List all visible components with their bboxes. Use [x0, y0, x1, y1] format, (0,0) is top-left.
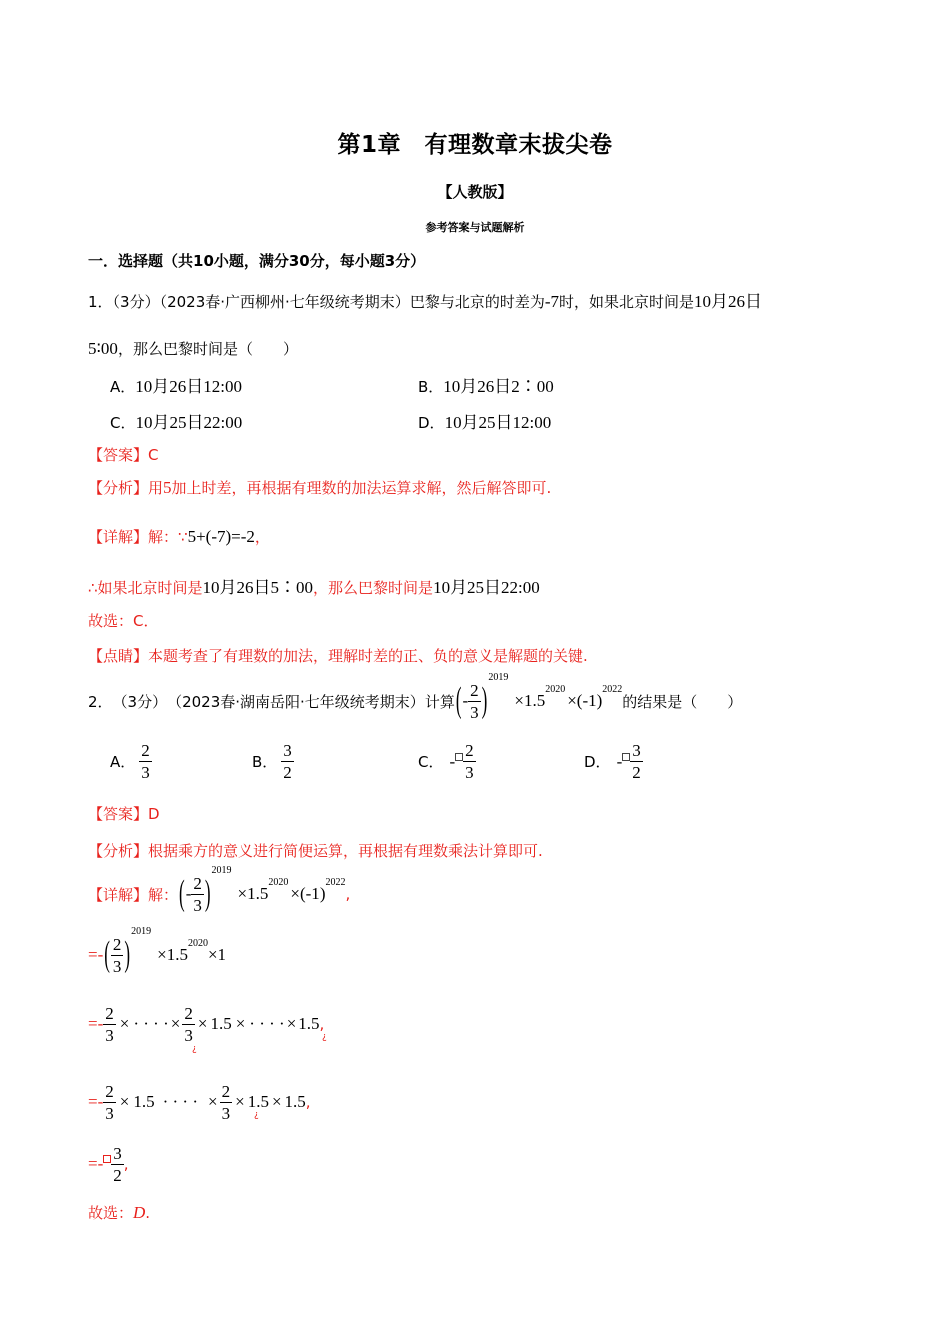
q1-detail-expr: 5+(-7)=-2 — [187, 527, 255, 546]
answer-tag: 【答案】 — [88, 446, 149, 464]
answer-tag: 【答案】 — [88, 805, 149, 823]
q1-option-c: C．10月25日22:00 — [110, 413, 243, 432]
q1-option-b: B．10月26日2∶00 — [418, 377, 554, 396]
inverted-question-mark: ¿ — [192, 1044, 197, 1054]
q2-step-3: =- $\frac{2}{3}$ × · · · · × $\frac{2}{3}$ × 1.5 × · · · · × 1.5 , — [88, 1003, 325, 1045]
q2-option-c: C． - $\frac{2}{3}$ — [418, 741, 474, 782]
q2-score: （3分） — [112, 692, 168, 711]
q1-number: 1． — [88, 293, 113, 311]
q1-stem-text2: 时，如果北京时间是 — [559, 293, 695, 311]
q2-analysis: 【分析】根据乘方的意义进行简便运算，再根据有理数乘法计算即可. — [88, 842, 543, 860]
detail-tag: 【详解】 — [88, 528, 149, 546]
q1-answer: 【答案】C — [88, 446, 159, 464]
q1-stem-text: 巴黎与北京的时差为 — [409, 293, 545, 311]
missing-glyph-icon — [455, 753, 463, 761]
q1-score: （3分） — [112, 293, 160, 311]
q1-date: 10月26日 — [694, 292, 763, 311]
missing-glyph-icon — [103, 1155, 111, 1163]
q2-fraction: $\frac{2}{3}$ — [470, 680, 479, 722]
comment-tag: 【点睛】 — [88, 647, 149, 665]
q1-comment: 【点睛】本题考查了有理数的加法，理解时差的正、负的意义是解题的关键. — [88, 647, 588, 665]
q1-analysis: 【分析】用5加上时差，再根据有理数的加法运算求解，然后解答即可. — [88, 478, 552, 497]
q2-step-4: =- $\frac{2}{3}$ × 1.5 · · · · × $\frac{2}{3}$ × 1.5 × 1.5 , — [88, 1081, 311, 1123]
answer-subtitle: 参考答案与试题解析 — [425, 221, 525, 234]
q1-stem-line2 — [88, 338, 298, 359]
q2-choice: 故选：D. — [88, 1203, 151, 1222]
q1-time-diff: -7 — [544, 292, 559, 311]
inverted-question-mark: ¿ — [254, 1110, 259, 1120]
q2-option-b: B． $\frac{3}{2}$ — [252, 741, 292, 782]
missing-glyph-icon — [622, 753, 630, 761]
inverted-question-mark: ¿ — [322, 1032, 327, 1042]
q2-step-5: =- $\frac{3}{2}$ , — [88, 1143, 129, 1185]
analysis-tag: 【分析】 — [88, 842, 149, 860]
q2-step-2: =- ( $\frac{2}{3}$ ) 2019 × 1.5 2020 ×1 — [88, 925, 227, 976]
q1-therefore: ∴如果北京时间是10月26日5∶00，那么巴黎时间是10月25日22:00 — [88, 578, 540, 597]
q2-answer: 【答案】D — [88, 805, 160, 823]
q2-number: 2． — [88, 692, 113, 711]
q1-option-a: A．10月26日12:00 — [110, 377, 242, 396]
q2-detail: 【详解】 解： ( - $\frac{2}{3}$ ) 2019 × 1.5 2020 ×( -1 ) 2022 , — [88, 864, 351, 915]
q2-option-a: A． $\frac{2}{3}$ — [110, 741, 150, 782]
q2-source: （2023春·湖南岳阳·七年级统考期末） — [167, 692, 425, 711]
q1-stem-line1 — [88, 287, 762, 312]
q2-option-d: D． - $\frac{3}{2}$ — [584, 741, 641, 782]
document-title: 第1章 有理数章末拔尖卷 — [337, 132, 613, 158]
q1-source: （2023春·广西柳州·七年级统考期末） — [159, 293, 410, 311]
analysis-tag: 【分析】 — [88, 479, 149, 497]
edition-label: 【人教版】 — [437, 183, 513, 201]
q1-stem-text3: ，那么巴黎时间是（ ） — [117, 340, 298, 358]
q2-stem: 2． （3分） （2023春·湖南岳阳·七年级统考期末） 计算 ( - $\frac{2}{3}$ ) 2019 × 1.5 2020 ×( -1 ) 2022 的结果是（ ） — [88, 671, 743, 722]
detail-tag: 【详解】 — [88, 885, 149, 904]
q1-time: 5∶00 — [88, 339, 118, 358]
q1-choice: 故选：C． — [88, 612, 159, 630]
q1-option-d: D．10月25日12:00 — [418, 413, 552, 432]
q1-detail: 【详解】解：∵5+(-7)=-2， — [88, 527, 270, 546]
section-heading: 一．选择题（共10小题，满分30分，每小题3分） — [88, 252, 426, 270]
